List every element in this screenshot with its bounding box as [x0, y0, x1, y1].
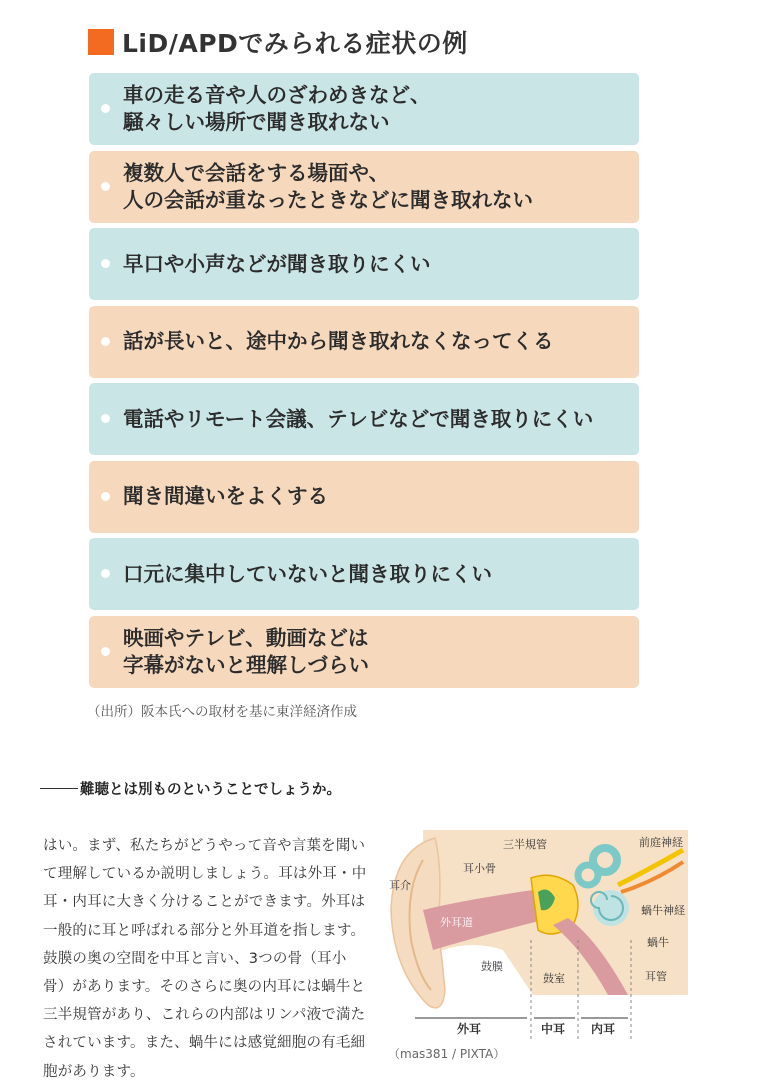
label-tympanic-cavity: 鼓室	[543, 972, 565, 985]
image-credit: （mas381 / PIXTA）	[388, 1047, 506, 1061]
symptom-item	[89, 461, 639, 533]
symptom-text: 電話やリモート会議、テレビなどで聞き取りにくい	[123, 406, 594, 431]
figure-title	[88, 26, 468, 58]
title-square-marker	[88, 29, 114, 55]
symptom-item	[89, 383, 639, 455]
bullet-dot-icon	[101, 647, 110, 656]
label-outer-ear: 外耳	[457, 1022, 482, 1036]
symptom-text: 複数人で会話をする場面や、 人の会話が重なったときなどに聞き取れない	[123, 160, 533, 212]
label-semicircular-canals: 三半規管	[503, 838, 547, 851]
label-inner-ear: 内耳	[591, 1022, 616, 1036]
label-middle-ear: 中耳	[541, 1022, 566, 1036]
label-ear-canal: 外耳道	[440, 916, 473, 929]
bullet-dot-icon	[101, 492, 110, 501]
label-auricle: 耳介	[389, 879, 411, 892]
symptom-text: 聞き間違いをよくする	[123, 484, 328, 509]
bullet-dot-icon	[101, 182, 110, 191]
label-cochlear-nerve: 蝸牛神経	[641, 904, 685, 917]
symptom-text: 車の走る音や人のざわめきなど、 騒々しい場所で聞き取れない	[123, 83, 431, 134]
label-eardrum: 鼓膜	[481, 960, 503, 973]
question-dash	[40, 788, 78, 789]
answer-paragraph: はい。まず、私たちがどうやって音や言葉を聞いて理解しているか説明しましょう。耳は外耳・中耳・内耳に大きく分けることができます。外耳は一般的に耳と呼ばれる部分と外耳道を指します。鼓膜の奥の空間を中耳と言い、3つの骨（耳小骨）があります。そのさらに奥の内耳には蝸牛と三半規管があり、これらの内部はリンパ液で満たされています。また、蝸牛には感覚細胞の有毛細胞があります。	[43, 838, 367, 1080]
bullet-dot-icon	[101, 337, 110, 346]
symptom-text: 映画やテレビ、動画などは 字幕がないと理解しづらい	[123, 625, 369, 677]
symptom-text: 早口や小声などが聞き取りにくい	[123, 251, 431, 276]
symptom-item	[89, 151, 639, 223]
label-cochlea: 蝸牛	[647, 936, 669, 949]
symptom-text: 話が長いと、途中から聞き取れなくなってくる	[123, 329, 554, 354]
bullet-dot-icon	[101, 569, 110, 578]
figure-title-text: LiD/APDでみられる症状の例	[122, 29, 468, 58]
interview-question	[40, 778, 341, 799]
bullet-dot-icon	[101, 104, 110, 113]
label-eustachian-tube: 耳管	[645, 970, 667, 983]
symptom-list	[89, 73, 639, 693]
symptom-item	[89, 616, 639, 688]
symptom-item	[89, 73, 639, 145]
bullet-dot-icon	[101, 259, 110, 268]
bullet-dot-icon	[101, 414, 110, 423]
question-text: 難聴とは別ものということでしょうか。	[80, 782, 341, 798]
symptom-item	[89, 538, 639, 610]
label-vestibular-nerve: 前庭神経	[639, 836, 683, 849]
symptom-item	[89, 228, 639, 300]
figure-source: （出所）阪本氏への取材を基に東洋経済作成	[87, 704, 357, 720]
symptom-text: 口元に集中していないと聞き取りにくい	[123, 561, 492, 586]
symptom-item	[89, 306, 639, 378]
ear-anatomy-illustration	[383, 830, 688, 1045]
label-ossicles: 耳小骨	[463, 862, 496, 875]
